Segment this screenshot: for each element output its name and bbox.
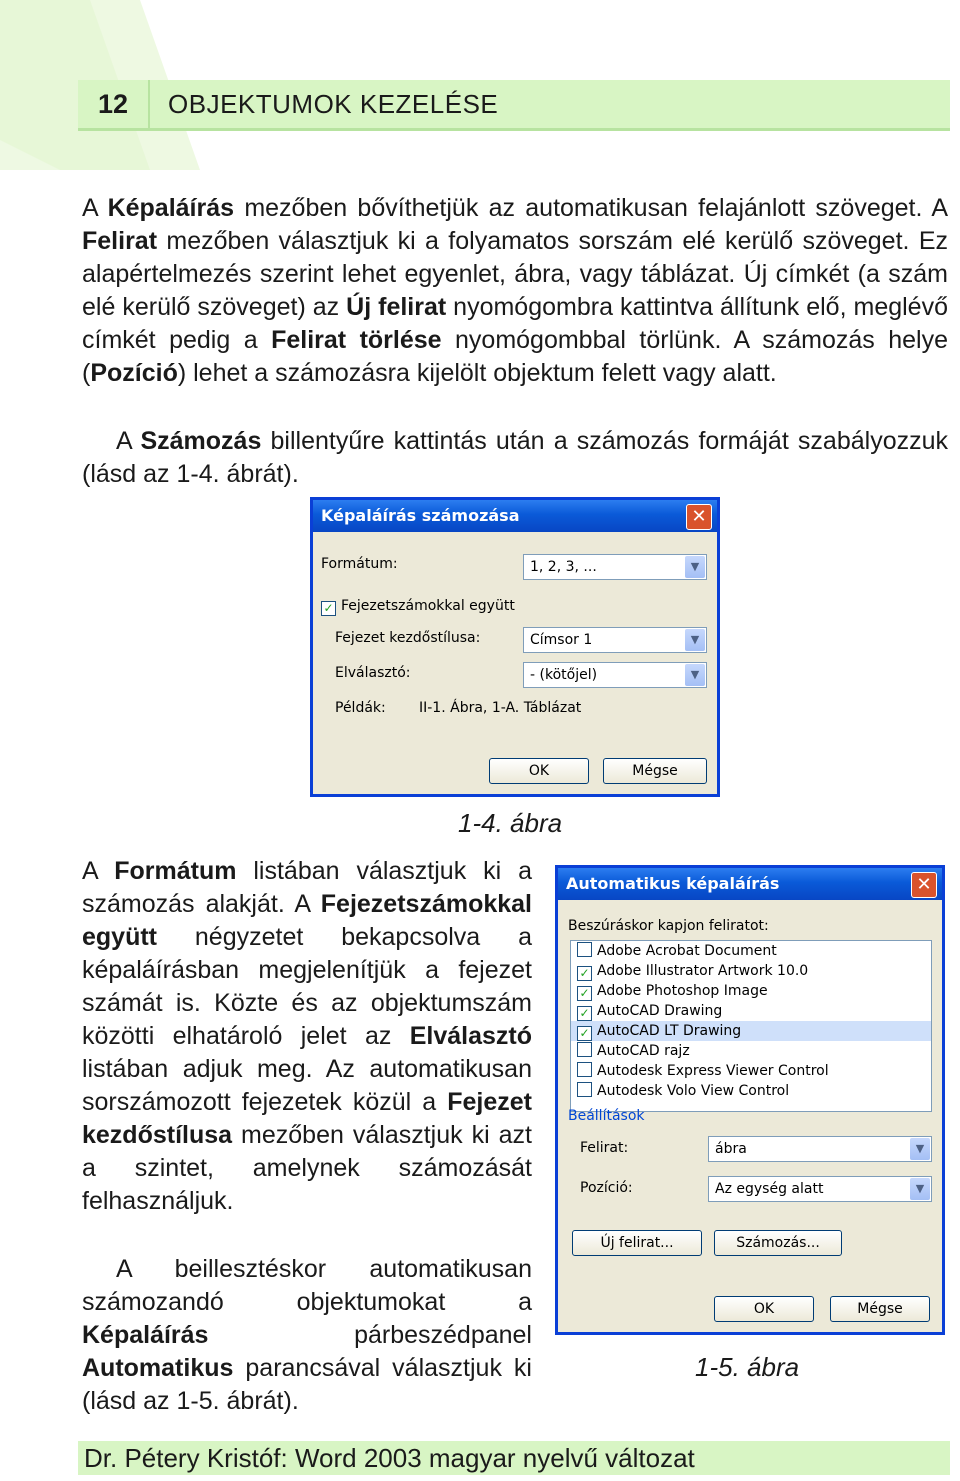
checkbox-icon[interactable] [577,1082,592,1097]
list-item-label: AutoCAD LT Drawing [597,1023,742,1039]
list-item[interactable] [571,981,931,1001]
auto-caption-dialog [555,865,945,1335]
format-label: Formátum: [321,556,398,572]
cancel-button[interactable]: Mégse [830,1296,930,1322]
dialog-title: Képaláírás számozása [321,506,520,525]
cancel-button[interactable]: Mégse [603,758,707,784]
dialog-title: Automatikus képaláírás [566,874,780,893]
checkbox-icon[interactable]: ✓ [321,601,336,616]
list-item-label: Adobe Illustrator Artwork 10.0 [597,963,809,979]
close-icon[interactable]: ✕ [911,872,937,898]
checkbox-icon[interactable]: ✓ [577,986,592,1001]
ok-button[interactable]: OK [489,758,589,784]
caption-label: Felirat: [580,1140,629,1156]
page-footer: Dr. Pétery Kristóf: Word 2003 magyar nyelvű változat [78,1441,950,1475]
new-label-button[interactable]: Új felirat... [572,1230,702,1256]
paragraph-2: A Számozás billentyűre kattintás után a számozás formáját szabályozzuk (lásd az 1-4. ábrát). [82,427,949,488]
list-item-label: Autodesk Volo View Control [597,1083,790,1099]
caption-numbering-dialog [310,497,720,797]
chapter-checkbox-row[interactable] [321,598,515,616]
dialog-title-bar [558,868,942,900]
list-item[interactable] [571,1001,931,1021]
caption-select[interactable] [708,1136,932,1162]
ok-button[interactable]: OK [714,1296,814,1322]
list-item-label: Adobe Photoshop Image [597,983,768,999]
page-header [78,80,950,131]
checkbox-icon[interactable] [577,1062,592,1077]
list-item-label: Adobe Acrobat Document [597,943,777,959]
list-item-label: Autodesk Express Viewer Control [597,1063,829,1079]
list-item[interactable] [571,1061,931,1081]
chapter-checkbox-label: Fejezetszámokkal együtt [341,598,515,614]
list-item[interactable] [571,1081,931,1101]
checkbox-icon[interactable]: ✓ [577,1006,592,1021]
chapter-style-select[interactable] [523,627,707,653]
list-item[interactable] [571,1041,931,1061]
checkbox-icon[interactable]: ✓ [577,966,592,981]
list-item[interactable] [571,1021,931,1041]
chevron-down-icon[interactable]: ▼ [685,556,705,578]
separator-select[interactable] [523,662,707,688]
chevron-down-icon[interactable]: ▼ [910,1178,930,1200]
figure-caption-1: 1-4. ábra [458,808,563,838]
paragraph-3: A Formátum listában választjuk ki a számozás alakját. A Fejezetszámokkal együtt négyzetet bekapcsolva a képaláírásban megjelenítjük a fejezet számát is. Közte és az objektumszám közötti elhatároló jelet az Elválasztó listában adjuk meg. Az automatikusan sorszámozott fejezetek közül a Fejezet kezdőstílusa mezőben választjuk ki azt a szintet, amelynek számozását felhasználjuk. [82,857,532,1215]
separator-value: - (kötőjel) [530,667,598,683]
paragraph-1: A Képaláírás mezőben bővíthetjük az automatikusan felajánlott szöveget. A Felirat mezőben választjuk ki a folyamatos sorszám elé kerülő szöveget. Ez alapértelmezés szerint lehet egyenlet, ábra, vagy táblázat. Új címkét (a szám elé kerülő szöveget) az Új felirat nyomógombra kattintva állítunk elő, meglévő címkét pedig a Felirat törlése nyomógombbal törlünk. A számozás helye (Pozíció) lehet a számozásra kijelölt objektum felett vagy alatt. [82,194,949,387]
list-item[interactable] [571,961,931,981]
chevron-down-icon[interactable]: ▼ [910,1138,930,1160]
chevron-down-icon[interactable]: ▼ [685,629,705,651]
checkbox-icon[interactable] [577,942,592,957]
position-label: Pozíció: [580,1180,633,1196]
dialog-title-bar [313,500,717,532]
examples-label: Példák: [335,700,386,716]
close-icon[interactable]: ✕ [686,504,712,530]
list-item-label: AutoCAD Drawing [597,1003,723,1019]
separator-label: Elválasztó: [335,665,411,681]
examples-value: II-1. Ábra, 1-A. Táblázat [419,700,582,716]
page-number: 12 [78,80,150,128]
chapter-style-value: Címsor 1 [530,632,593,648]
position-select[interactable] [708,1176,932,1202]
list-item-label: AutoCAD rajz [597,1043,690,1059]
position-value: Az egység alatt [715,1181,824,1197]
settings-label: Beállítások [568,1108,645,1124]
format-value: 1, 2, 3, ... [530,559,597,575]
list-item[interactable] [571,941,931,961]
numbering-button[interactable]: Számozás... [714,1230,842,1256]
checkbox-icon[interactable]: ✓ [577,1026,592,1041]
chapter-title: OBJEKTUMOK KEZELÉSE [168,88,499,119]
chevron-down-icon[interactable]: ▼ [685,664,705,686]
object-type-list[interactable] [570,940,932,1112]
figure-caption-2: 1-5. ábra [695,1352,800,1382]
checkbox-icon[interactable] [577,1042,592,1057]
format-select[interactable] [523,554,707,580]
list-label: Beszúráskor kapjon feliratot: [568,918,769,934]
chapter-style-label: Fejezet kezdőstílusa: [335,630,481,646]
caption-value: ábra [715,1141,747,1157]
paragraph-4: A beillesztéskor automatikusan számozandó objektumokat a Képaláírás párbeszédpanel Automatikus parancsával választjuk ki (lásd az 1-5. ábrát). [82,1255,532,1415]
